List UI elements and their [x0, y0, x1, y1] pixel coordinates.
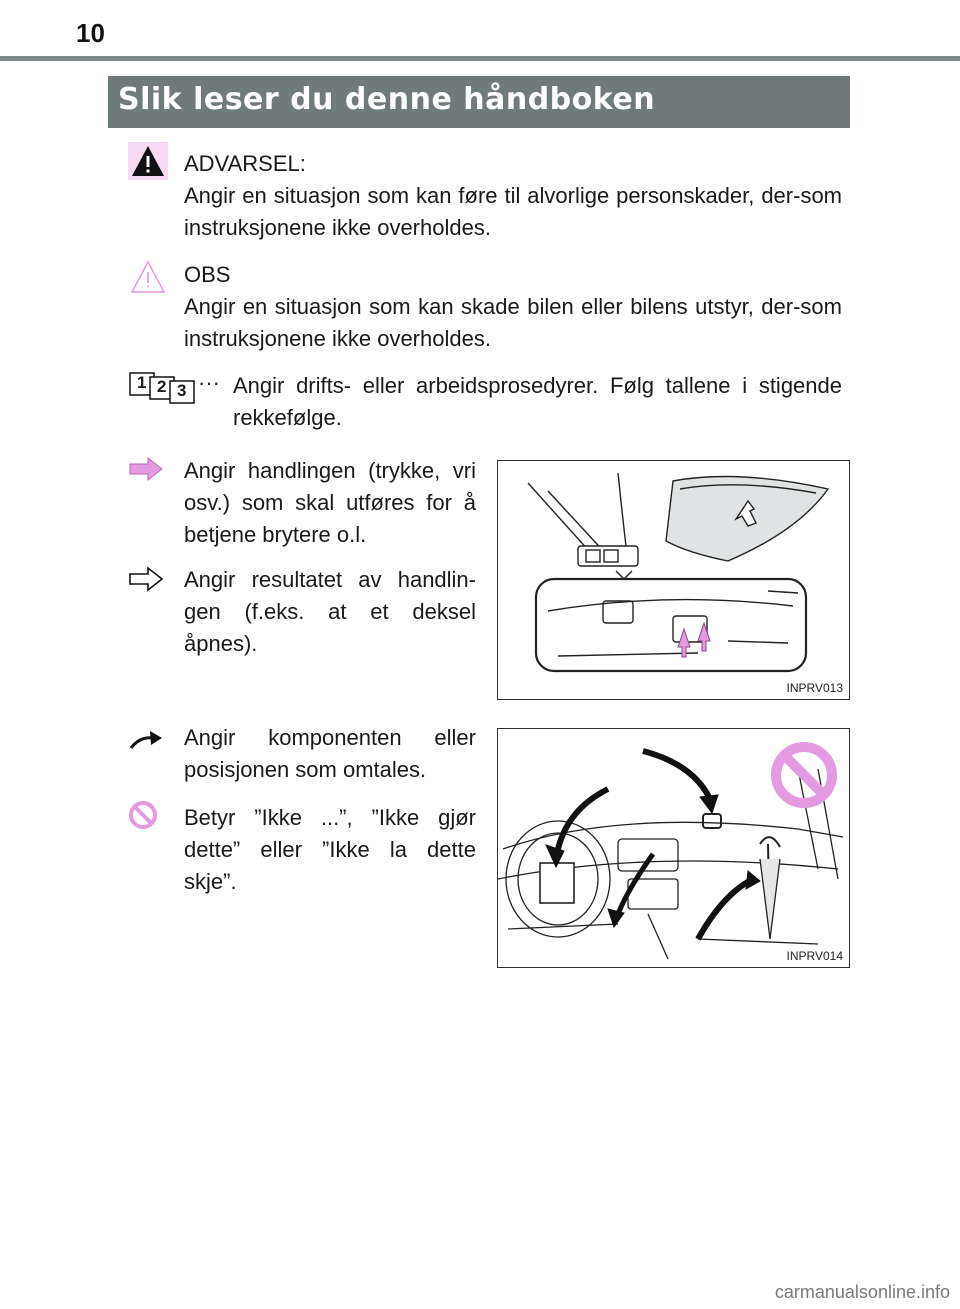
- steps-text: Angir drifts- eller arbeidsprosedyrer. Følg tallene i stigende rekkefølge.: [233, 373, 842, 430]
- title-bar: [108, 76, 850, 128]
- dashboard-illustration: [498, 729, 849, 967]
- warning-triangle-filled-icon: [128, 142, 168, 185]
- notice-text: Angir en situasjon som kan skade bilen eller bilens utstyr, der-som instruksjonene ikke overholdes.: [184, 294, 842, 351]
- action-text: Angir handlingen (trykke, vri osv.) som skal utføres for å betjene brytere o.l.: [184, 458, 476, 547]
- pointer-arrow-icon: [128, 728, 164, 757]
- prohibit-text: Betyr ”Ikke ...”, ”Ikke gjør dette” eller ”Ikke la dette skje”.: [184, 805, 476, 894]
- figure-2-label: INPRV014: [786, 949, 843, 963]
- page-title: Slik leser du denne håndboken: [118, 82, 656, 117]
- page-number: 10: [76, 18, 105, 48]
- figure-overhead-console: [497, 460, 850, 700]
- warning-triangle-outline-icon: [128, 258, 168, 301]
- figure-dashboard: [497, 728, 850, 968]
- warning-text: Angir en situasjon som kan føre til alvorlige personskader, der-som instruksjonene ikke overholdes.: [184, 183, 842, 240]
- prohibition-icon: [128, 800, 158, 835]
- top-rule: [0, 56, 960, 61]
- watermark: carmanualsonline.info: [774, 1282, 950, 1302]
- warning-heading: ADVARSEL:: [184, 151, 306, 176]
- step-number-3: 3: [177, 381, 187, 400]
- console-illustration: [498, 461, 849, 699]
- step-number-2: 2: [157, 377, 167, 396]
- result-text: Angir resultatet av handlin-gen (f.eks. at et deksel åpnes).: [184, 567, 476, 656]
- notice-block: [184, 259, 842, 355]
- figure-1-label: INPRV013: [786, 681, 843, 695]
- component-text: Angir komponenten eller posisjonen som omtales.: [184, 725, 476, 782]
- step-number-1: 1: [137, 373, 147, 392]
- step-dots: ···: [198, 370, 220, 395]
- outline-arrow-icon: [128, 566, 164, 597]
- warning-block: [184, 148, 842, 244]
- notice-heading: OBS: [184, 262, 231, 287]
- pink-arrow-icon: [128, 456, 164, 487]
